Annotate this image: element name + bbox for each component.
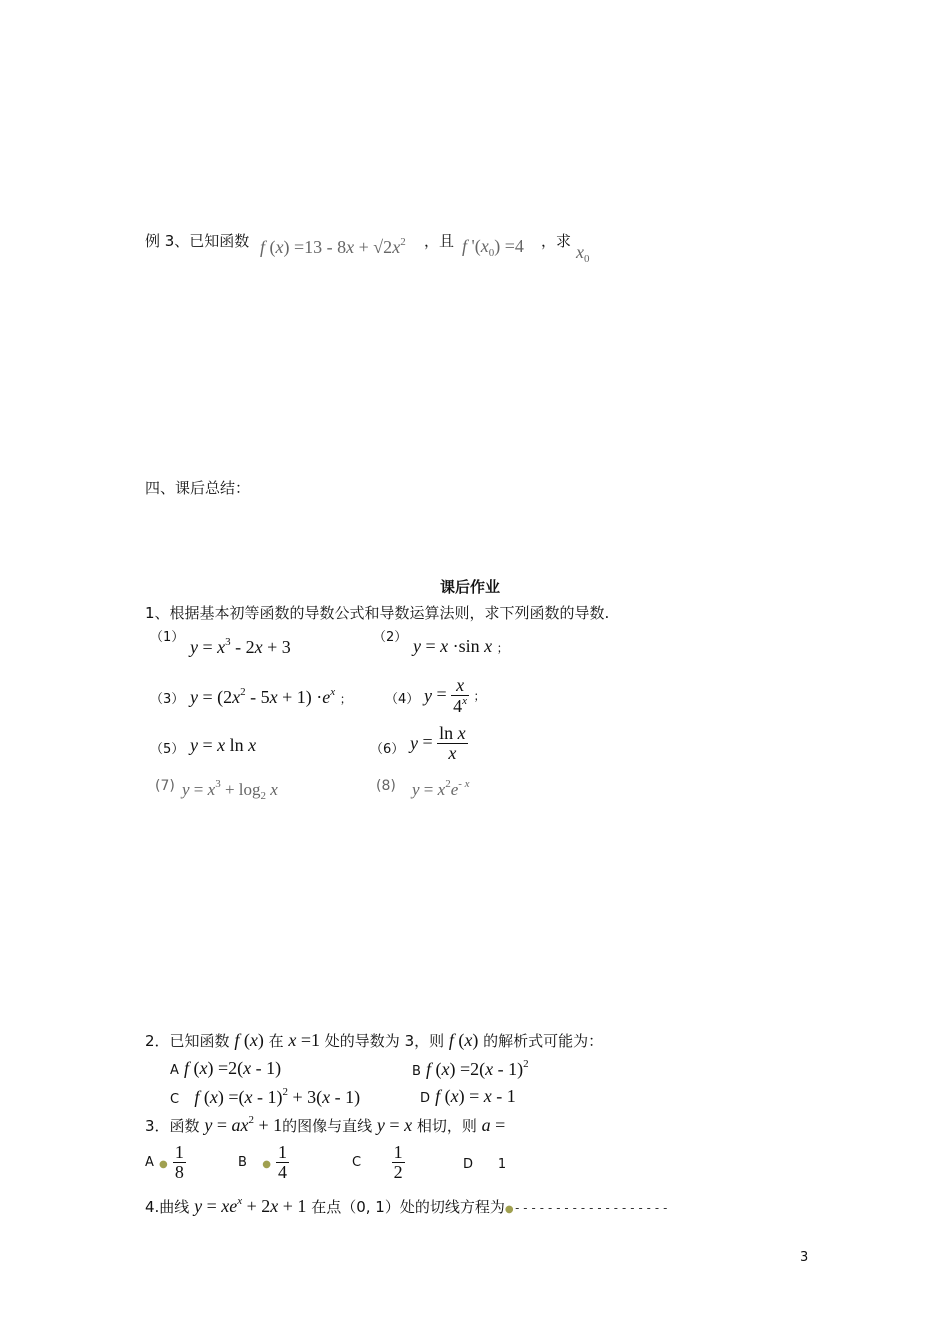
- page-number: 3: [800, 1250, 809, 1265]
- example-3: [145, 230, 249, 251]
- q2-option-b: B f (x) =2(x - 1)$^2$: [412, 1058, 529, 1079]
- q1-item-7-expr: $y = x^3 + \log_2 x$: [182, 778, 278, 802]
- example-3-function: f $(x) =13 - 8x + √2x^2$: [260, 236, 406, 257]
- q1-item-8-no: (8): [376, 778, 396, 794]
- example-3-target: $x_0$: [576, 242, 590, 265]
- q1-item-3-no: （3）: [150, 692, 185, 707]
- example-3-ask: ，求: [541, 232, 572, 250]
- q1-item-7-no: (7): [155, 778, 175, 794]
- q1-item-2-no: （2）: [373, 630, 408, 645]
- q1-item-3-expr: $y = (2x^2 - 5x + 1) \cdot e^x$ ；: [190, 686, 352, 707]
- q4-answer-blank: -------------------: [513, 1201, 670, 1215]
- q1-item-6-no: （6）: [370, 742, 405, 757]
- q1-item-1-no: （1）: [150, 630, 185, 645]
- q3-option-b: B ● $\frac{1}{4}$: [238, 1142, 288, 1182]
- q2-option-c: C f (x) =(x - 1)$^2$ + 3(x - 1): [170, 1086, 361, 1107]
- q3-stem: 3．函数 $y = ax^2 + 1$的图像与直线 y = x 相切，则 a =: [145, 1114, 506, 1135]
- q3-option-c: C $\frac{1}{2}$: [352, 1142, 403, 1182]
- section-4-title: 四、课后总结：: [145, 479, 251, 497]
- homework-title: 课后作业: [440, 578, 501, 596]
- example-3-and: ，且: [424, 232, 455, 250]
- q1-item-6-expr: y = $\frac{\text{ln x}}{x}$: [410, 723, 466, 763]
- q2-option-a: A f (x) =2(x - 1): [170, 1058, 282, 1078]
- q1-item-8-expr: $y = x^2e^{- x}$: [412, 778, 470, 799]
- q1-item-4-no: （4）: [385, 692, 420, 707]
- q4-stem: 4.曲线 $y = xe^x + 2x + 1$ 在点（0, 1）处的切线方程为●-------------------: [145, 1195, 670, 1216]
- q1-stem: 1、根据基本初等函数的导数公式和导数运算法则，求下列函数的导数.: [145, 604, 610, 622]
- q1-item-1-expr: $y = x^3 - 2x + 3$: [190, 636, 291, 657]
- example-3-condition: f '$(x_0) =4$: [462, 236, 524, 259]
- example-3-label: 例 3、已知函数: [145, 232, 250, 250]
- q1-item-5-expr: y = x ln x: [190, 735, 257, 755]
- q3-option-d: D 1: [463, 1157, 507, 1172]
- q2-stem: 2．已知函数 f (x) 在 x =1 处的导数为 3，则 f (x) 的解析式可能为：: [145, 1030, 604, 1050]
- q3-option-a: A ● $\frac{1}{8}$: [145, 1142, 184, 1182]
- q2-option-d: D f (x) = x - 1: [420, 1086, 516, 1106]
- q1-item-5-no: （5）: [150, 742, 185, 757]
- q1-item-4-expr: y = $\frac{x}{4^x}$ ；: [424, 675, 486, 716]
- q1-item-2-expr: y = x ·sin x ；: [413, 636, 509, 656]
